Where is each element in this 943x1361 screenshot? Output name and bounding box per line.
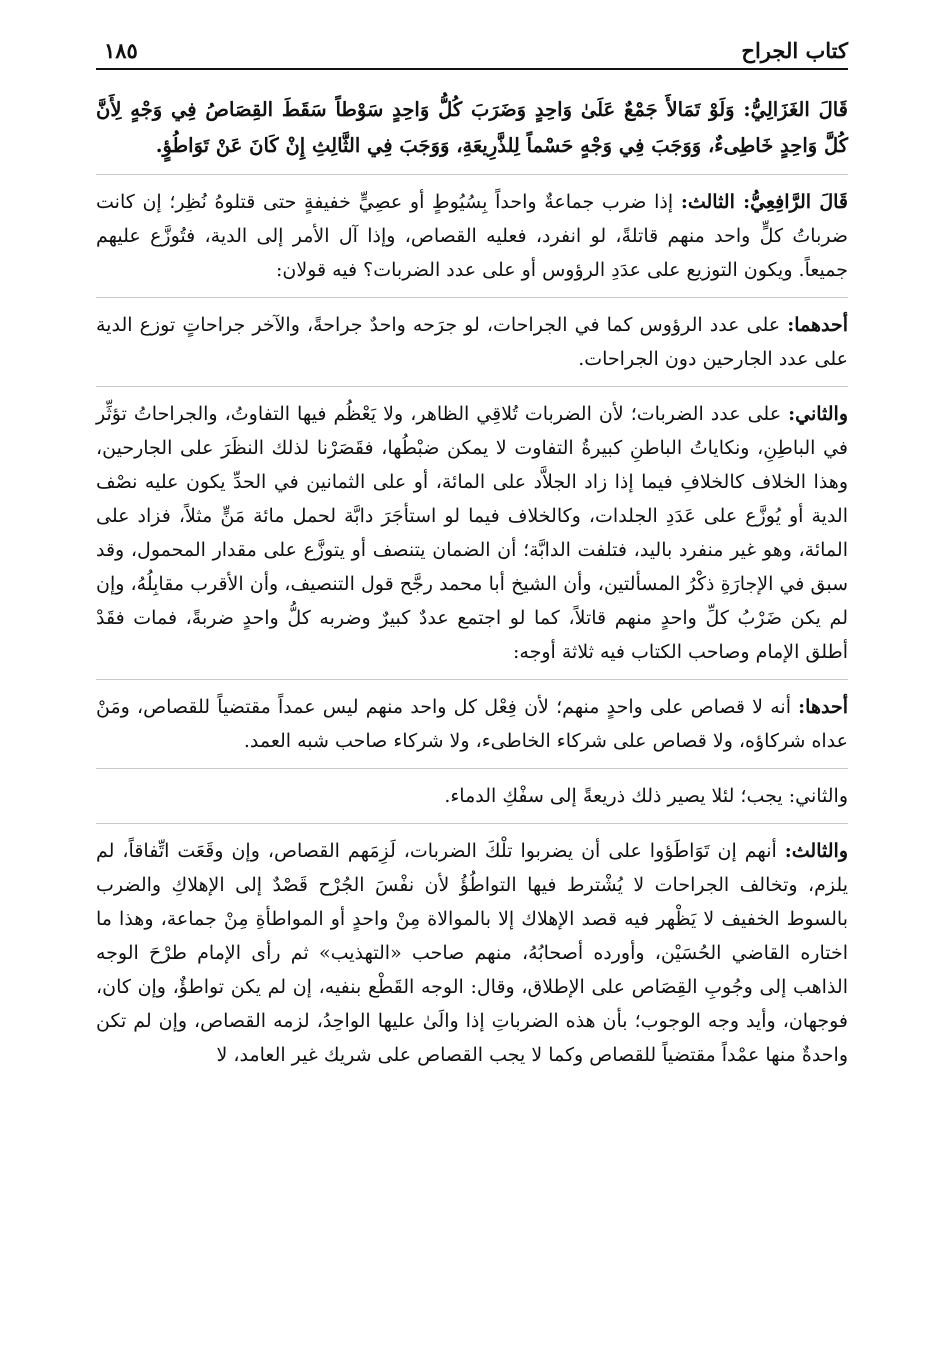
paragraph-lead: والثاني:	[788, 403, 848, 425]
paragraph-text: أنه لا قصاص على واحدٍ منهم؛ لأن فِعْل كل واحد منهم ليس عمداً مقتضياً للقصاص، ومَنْ عداه شركاؤه، ولا قصاص على شركاء الخاطىء، ولا شركاء صاحب شبه العمد.	[96, 696, 848, 752]
paragraph-lead: قَالَ الرَّافِعِيُّ: الثالث:	[680, 191, 848, 213]
paragraph-rafii	[96, 185, 848, 287]
separator-line	[96, 823, 848, 824]
paragraph-third-aspect	[96, 834, 848, 1072]
paragraph-lead: أحدهما:	[787, 314, 848, 336]
paragraph-second-opinion	[96, 397, 848, 669]
page-number: ١٨٥	[104, 38, 138, 63]
separator-line	[96, 768, 848, 769]
separator-line	[96, 679, 848, 680]
paragraph-text: على عدد الرؤوس كما في الجراحات، لو جرَحه واحدٌ جراحةً، والآخر جراحاتٍ توزع الدية على عدد الجارحين دون الجراحات.	[96, 314, 848, 370]
separator-line	[96, 297, 848, 298]
running-title: كتاب الجراح	[741, 38, 848, 63]
paragraph-second-aspect	[96, 779, 848, 813]
paragraph-lead: والثالث:	[784, 840, 848, 862]
paragraph-lead: قَالَ الغَزَالِيُّ:	[743, 98, 849, 121]
paragraph-text: والثاني: يجب؛ لئلا يصير ذلك ذريعةً إلى سفْكِ الدماء.	[444, 785, 848, 807]
paragraph-text: إذا ضرب جماعةٌ واحداً بِسُيُوطٍ أو عصِيٍّ خفيفةٍ حتى قتلوهُ نُظِر؛ إن كانت ضرباتُ كلٍّ واحد منهم قاتلةً، لو انفرد، فعليه القصاص، وإذا آل الأمر إلى الدية، فتُوزَّع عليهم جميعاً. ويكون التوزيع على عدَدِ الرؤوس أو على عدد الضربات؟ فيه قولان:	[96, 191, 848, 281]
separator-line	[96, 174, 848, 175]
paragraph-text: أنهم إن تَوَاطَؤوا على أن يضربوا تلْكَ الضربات، لَزِمَهم القصاص، وإن وقَعَت اتِّفاقاً، لم يلزم، وتخالف الجراحات لا يُشْترط فيها التواطُؤُ لأن نفْسَ الجُرْح قَصْدٌ إلى الإهلاكِ والضرب بالسوط الخفيف لا يَظْهر فيه قصد الإهلاك إلا بالموالاة مِنْ واحدٍ أو المواطأةِ مِنْ جماعة، وهذا ما اختاره القاضي الحُسَيْن، وأورده أصحابُهُ، منهم صاحب «التهذيب» ثم رأى الإمام طرْحَ الوجه الذاهب إلى وجُوبِ القِصَاص على الإطلاق، وقال: الوجه القَطْع بنفيه، إن لم يكن تواطؤٌ، وإن كان، فوجهان، وأيد وجه الوجوب؛ بأن هذه الضرباتِ إذا والَىٰ عليها الواحِدُ، لزمه القصاص، وإن لم تكن واحدةٌ منها عمْداً مقتضياً للقصاص وكما لا يجب القصاص على شريك غير العامد، لا	[96, 840, 848, 1066]
paragraph-ghazali	[96, 92, 848, 164]
book-page	[96, 28, 848, 1328]
paragraph-first-aspect	[96, 690, 848, 758]
page-body	[96, 92, 848, 1072]
separator-line	[96, 386, 848, 387]
paragraph-lead: أحدها:	[798, 696, 848, 718]
paragraph-text: على عدد الضربات؛ لأن الضربات تُلاقِي الظاهر، ولا يَعْظُم فيها التفاوتُ، والجراحاتُ تؤثِّر في الباطِنِ، ونكاياتُ الباطنِ كبيرةُ التفاوت لا يمكن ضبْطُها، فقَصَرْنا لذلك النظَرَ على الجارحين، وهذا الخلاف كالخلافِ فيما إذا زاد الجلاَّد على المائة، أو على الثمانين في الحدِّ يكون عليه نصْف الدية أو يُوزَّع على عَدَدِ الجلدات، وكالخلاف فيما لو استأجَرَ دابَّة لحمل مائة مَنٍّ مثلاً، فزاد على المائة، وهو غير منفرد باليد، فتلفت الدابَّة؛ أن الضمان يتنصف أو يتوزَّع على مقدار المحمول، وقد سبق في الإجارَةِ ذكْرُ المسألتين، وأن الشيخ أبا محمد رجَّح قول التنصيف، وأن الأقرب مقابِلُهُ، وإن لم يكن ضَرْبُ كلِّ واحدٍ منهم قاتلاً، كما لو اجتمع عددٌ كبيرٌ وضربه كلُّ واحدٍ ضربةً، فمات فقَدْ أطلق الإمام وصاحب الكتاب فيه ثلاثة أوجه:	[96, 403, 848, 663]
page-header	[96, 28, 848, 70]
paragraph-text: وَلَوْ تَمَالأَ جَمْعٌ عَلَىٰ وَاحِدٍ وَضَرَبَ كُلُّ وَاحِدٍ سَوْطاً سَقَطَ القِصَاصُ فِي وَجْهٍ لِأَنَّ كُلَّ وَاحِدٍ خَاطِىءٌ، وَوَجَبَ فِي وَجْهٍ حَسْماً لِلذَّرِيعَةِ، وَوَجَبَ فِي الثَّالِثِ إِنْ كَانَ عَنْ تَوَاطُؤٍ.	[96, 98, 848, 157]
paragraph-first-opinion	[96, 308, 848, 376]
